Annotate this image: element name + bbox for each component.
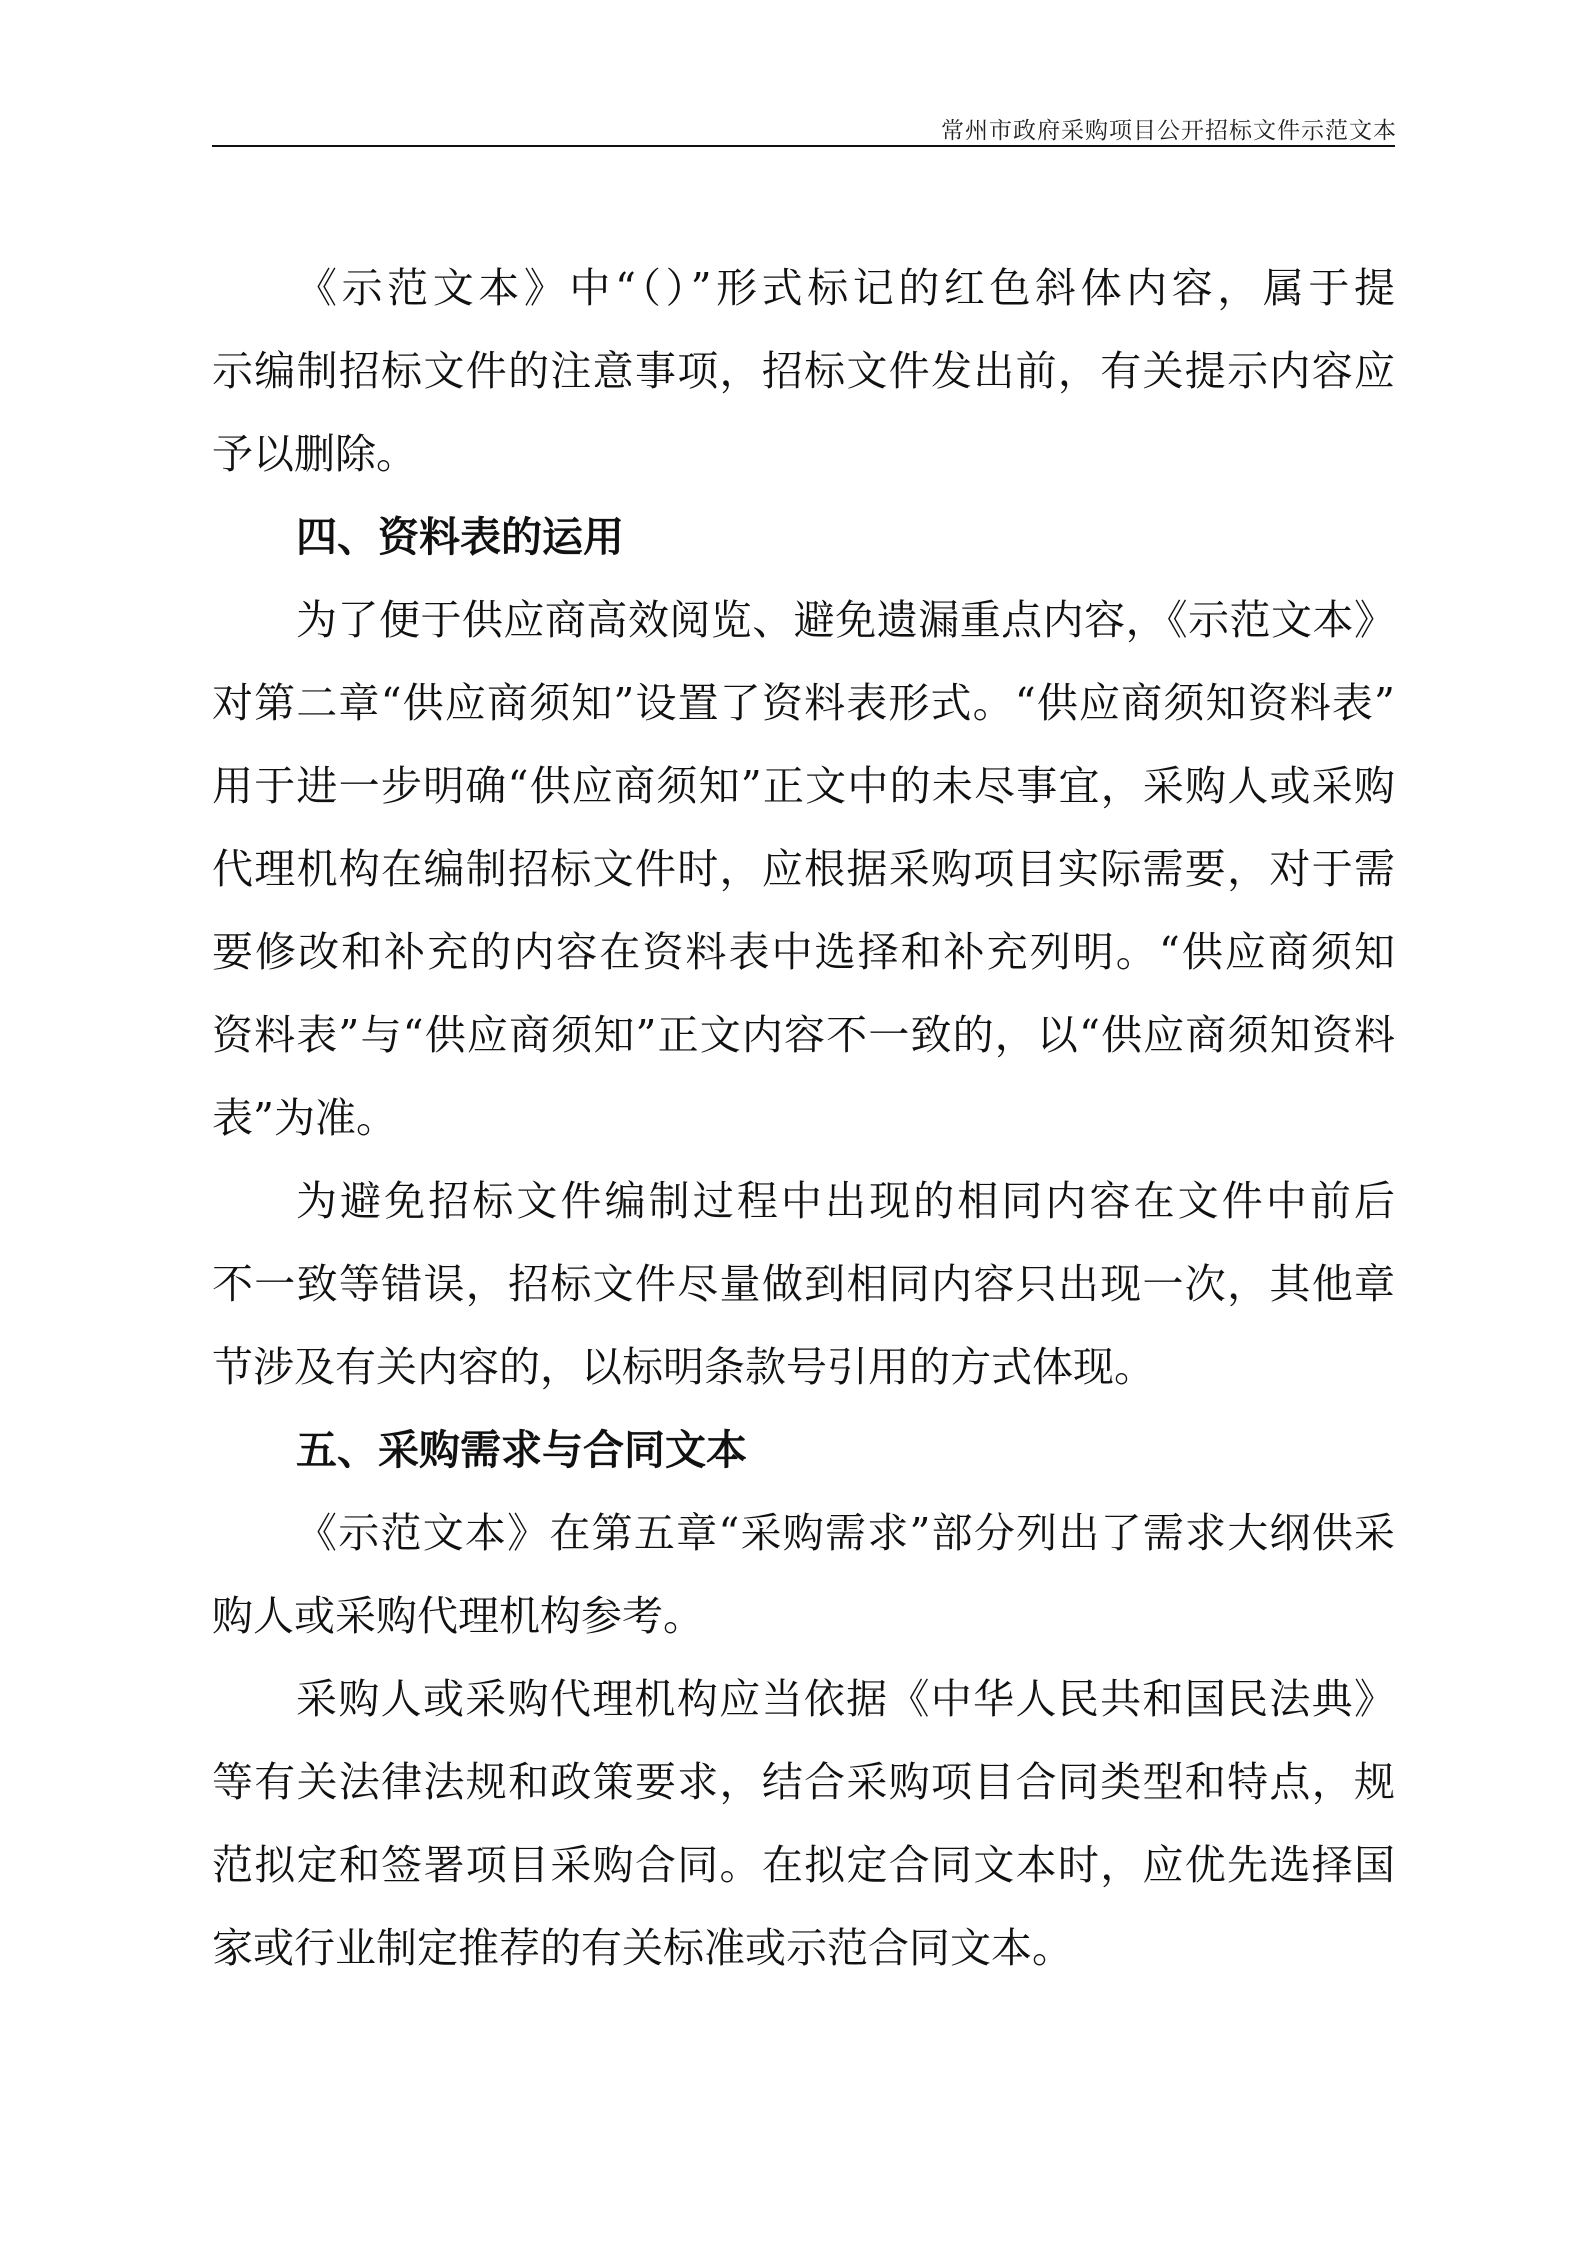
text-line: 《示范文本》中“（）”形式标记的红色斜体内容，属于提 (296, 264, 1395, 312)
text-line: 对第二章“供应商须知”设置了资料表形式。“供应商须知资料表” (212, 679, 1395, 727)
document-body (212, 247, 1395, 1990)
paragraph (212, 247, 1395, 496)
text-line: 资料表”与“供应商须知”正文内容不一致的，以“供应商须知资料 (212, 1011, 1395, 1059)
text-line: 采购人或采购代理机构应当依据《中华人民共和国民法典》 (296, 1675, 1395, 1723)
running-header: 常州市政府采购项目公开招标文件示范文本 (941, 118, 1397, 144)
text-line: 予以删除。 (212, 430, 417, 478)
text-line: 示编制招标文件的注意事项，招标文件发出前，有关提示内容应 (212, 347, 1395, 395)
text-line: 购人或采购代理机构参考。 (212, 1592, 704, 1640)
text-line: 用于进一步明确“供应商须知”正文中的未尽事宜，采购人或采购 (212, 762, 1395, 810)
text-line: 家或行业制定推荐的有关标准或示范合同文本。 (212, 1924, 1073, 1972)
paragraph (212, 1492, 1395, 1658)
section-heading (212, 1409, 1395, 1492)
paragraph (212, 1160, 1395, 1409)
text-line: 要修改和补充的内容在资料表中选择和补充列明。“供应商须知 (212, 928, 1395, 976)
text-line: 为避免招标文件编制过程中出现的相同内容在文件中前后 (296, 1177, 1395, 1225)
text-line: 代理机构在编制招标文件时，应根据采购项目实际需要，对于需 (212, 845, 1395, 893)
heading-text: 五、采购需求与合同文本 (296, 1426, 747, 1474)
text-line: 节涉及有关内容的，以标明条款号引用的方式体现。 (212, 1343, 1155, 1391)
header-rule (212, 145, 1395, 147)
paragraph (212, 579, 1395, 1160)
paragraph (212, 1658, 1395, 1990)
text-line: 不一致等错误，招标文件尽量做到相同内容只出现一次，其他章 (212, 1260, 1395, 1308)
text-line: 表”为准。 (212, 1094, 397, 1142)
section-heading (212, 496, 1395, 579)
heading-text: 四、资料表的运用 (296, 513, 624, 561)
text-line: 等有关法律法规和政策要求，结合采购项目合同类型和特点，规 (212, 1758, 1395, 1806)
text-line: 为了便于供应商高效阅览、避免遗漏重点内容，《示范文本》 (296, 596, 1395, 644)
text-line: 范拟定和签署项目采购合同。在拟定合同文本时，应优先选择国 (212, 1841, 1395, 1889)
text-line: 《示范文本》在第五章“采购需求”部分列出了需求大纲供采 (296, 1509, 1395, 1557)
